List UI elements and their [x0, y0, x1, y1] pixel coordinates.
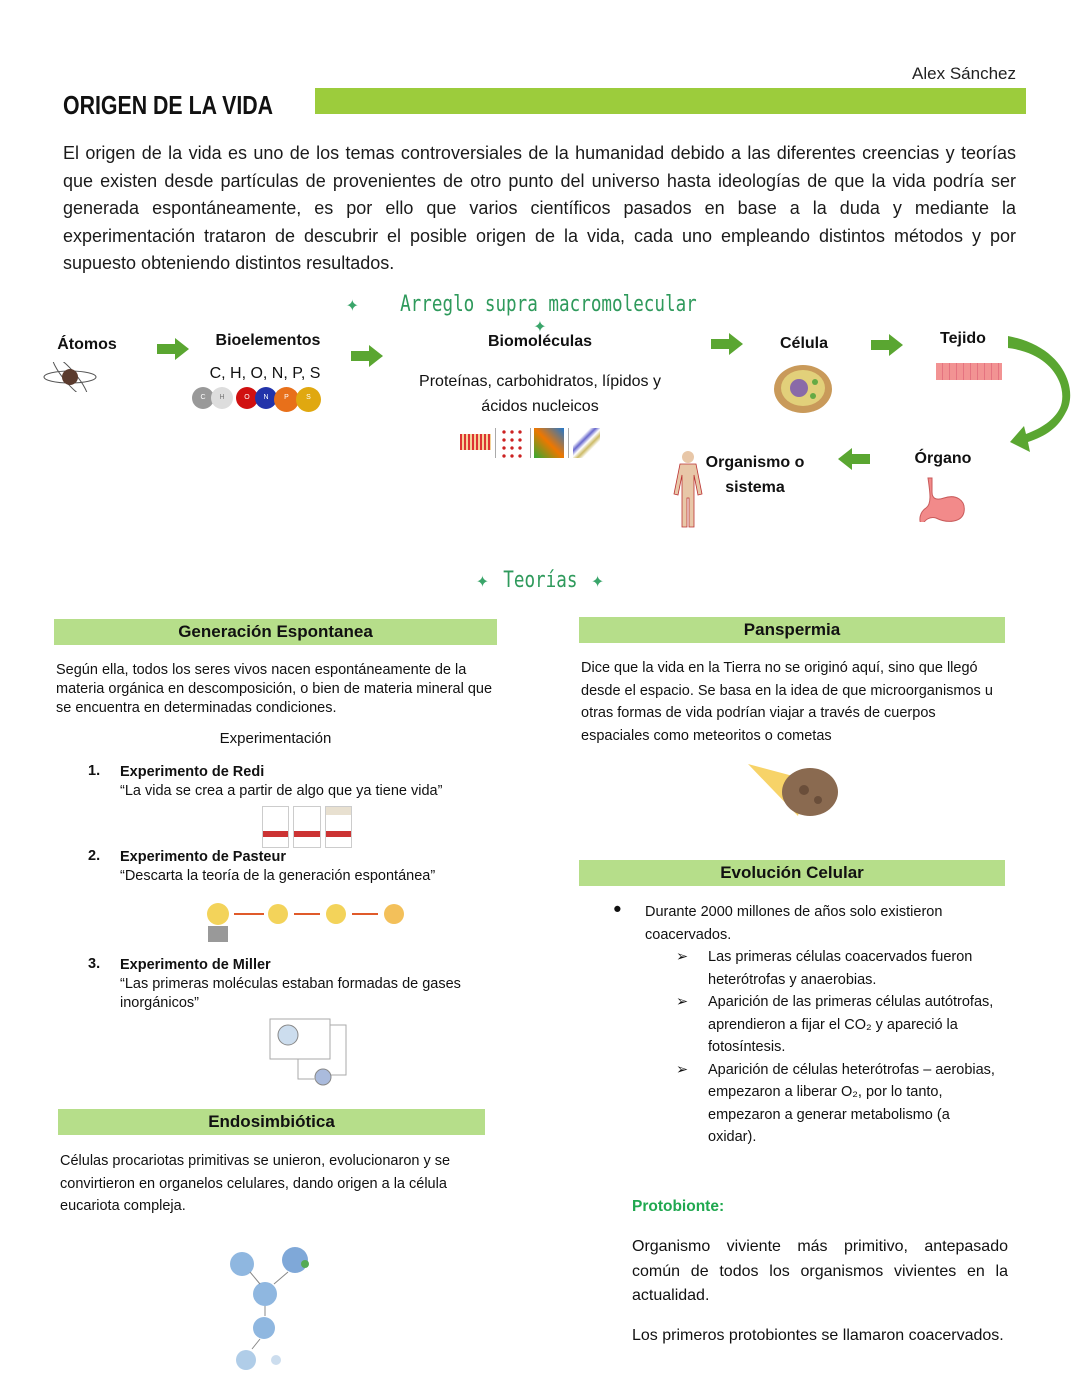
page-title: ORIGEN DE LA VIDA: [63, 90, 274, 120]
miller-apparatus-illustration: [268, 1015, 353, 1090]
title-accent-bar: [315, 88, 1026, 114]
step-organo: Órgano: [914, 450, 972, 467]
evolucion-subitems: [676, 946, 996, 1149]
arrowhead-bullet-icon: ➢: [676, 1061, 689, 1078]
arrow-right-icon: [871, 334, 903, 356]
generacion-header: Generación Espontanea: [54, 619, 497, 645]
protobionte-definition: Organismo viviente más primitivo, antepasado común de todos los organismos vivientes en la actualidad.: [632, 1238, 1008, 1304]
redi-jars-illustration: [262, 806, 352, 848]
element-balls: C H O N P S: [192, 386, 318, 412]
list-item: ➢ Aparición de células heterótrofas – aerobias, empezaron a liberar O₂, por lo tanto, empezaron a generar metabolismo (a oxidar).: [676, 1059, 996, 1149]
arrowhead-bullet-icon: ➢: [676, 949, 689, 965]
list-item: ➢ Las primeras células coacervados fueron heterótrofas y anaerobias.: [676, 946, 996, 991]
cell-icon: [773, 364, 833, 414]
arrowhead-bullet-icon: ➢: [676, 994, 689, 1010]
arrangement-heading: ✦ Arreglo supra macromolecular ✦: [345, 292, 698, 336]
endosimbiotica-header: Endosimbiótica: [58, 1109, 485, 1135]
bioelementos-list: C, H, O, N, P, S: [209, 365, 321, 382]
evolucion-bullet: Durante 2000 millones de años solo existieron coacervados.: [645, 904, 943, 943]
step-organismo: Organismo o sistema: [705, 454, 805, 496]
bullet-icon: ●: [613, 901, 622, 917]
evolucion-header: Evolución Celular: [579, 860, 1005, 886]
curved-arrow-icon: [1006, 332, 1074, 456]
experiment-miller: 3. Experimento de Miller “Las primeras moléculas estaban formadas de gases inorgánicos”: [88, 956, 461, 1011]
panspermia-text: Dice que la vida en la Tierra no se originó aquí, sino que llegó desde el espacio. Se basa en la idea de que microorganismos u otras formas de vida podrían viajar a través de cuerpos espaciales como meteoritos o cometas: [581, 660, 993, 744]
step-tejido: Tejido: [940, 330, 986, 347]
human-body-icon: [668, 450, 708, 532]
step-atomos: Átomos: [57, 336, 117, 353]
arrow-left-icon: [838, 448, 870, 470]
arrow-right-icon: [711, 333, 743, 355]
protobionte-label: Protobionte:: [632, 1198, 725, 1215]
sparkle-icon: ✦: [590, 574, 605, 591]
endosymbiosis-illustration: [210, 1232, 335, 1382]
step-bioelementos: Bioelementos: [215, 332, 321, 349]
pasteur-flasks-illustration: [200, 892, 410, 952]
experimentacion-subtitle: Experimentación: [219, 730, 332, 747]
step-biomoleculas: Biomoléculas: [487, 333, 593, 350]
stomach-icon: [918, 476, 968, 522]
author-name: Alex Sánchez: [912, 64, 1016, 83]
arrow-right-icon: [157, 338, 189, 360]
panspermia-header: Panspermia: [579, 617, 1005, 643]
list-item: ➢ Aparición de las primeras células autótrofas, aprendieron a fijar el CO₂ y apareció la fotosíntesis.: [676, 991, 996, 1059]
sparkle-icon: ✦: [475, 574, 490, 591]
experiment-redi: 1. Experimento de Redi “La vida se crea a partir de algo que ya tiene vida”: [88, 763, 443, 799]
meteorite-icon: [748, 760, 843, 820]
atom-icon: [42, 362, 98, 392]
sparkle-icon: ✦: [533, 319, 547, 336]
intro-paragraph: El origen de la vida es uno de los temas controversiales de la humanidad debido a las diferentes creencias y teorías que existen desde partículas de provenientes de otro punto del universo hasta ideologías de que la vida podría ser generada espontáneamente, es por ello que varios científicos pasados en base a la duda y mediante la experimentación trataron de descubrir el posible origen de la vida, cada uno empleando distintos métodos y por supuesto obteniendo distintos resultados.: [63, 143, 1016, 273]
generacion-text: Según ella, todos los seres vivos nacen espontáneamente de la materia orgánica en descomposición, o bien de materia mineral que se encuentra en determinadas condiciones.: [56, 662, 493, 716]
theories-heading: ✦ Teorías ✦: [475, 568, 605, 593]
biomolecules-illustration: [460, 428, 600, 458]
protobionte-note: Los primeros protobiontes se llamaron coacervados.: [632, 1327, 1004, 1344]
endosimbiotica-text: Células procariotas primitivas se unieron, evolucionaron y se convirtieron en organelos celulares, dando origen a la célula eucariota compleja.: [60, 1153, 451, 1214]
experiment-pasteur: 2. Experimento de Pasteur “Descarta la teoría de la generación espontánea”: [88, 848, 436, 884]
biomoleculas-desc: Proteínas, carbohidratos, lípidos y ácidos nucleicos: [419, 373, 661, 415]
tissue-icon: [936, 363, 1002, 380]
arrow-right-icon: [351, 345, 383, 367]
sparkle-icon: ✦: [345, 298, 360, 315]
step-celula: Célula: [779, 335, 828, 352]
